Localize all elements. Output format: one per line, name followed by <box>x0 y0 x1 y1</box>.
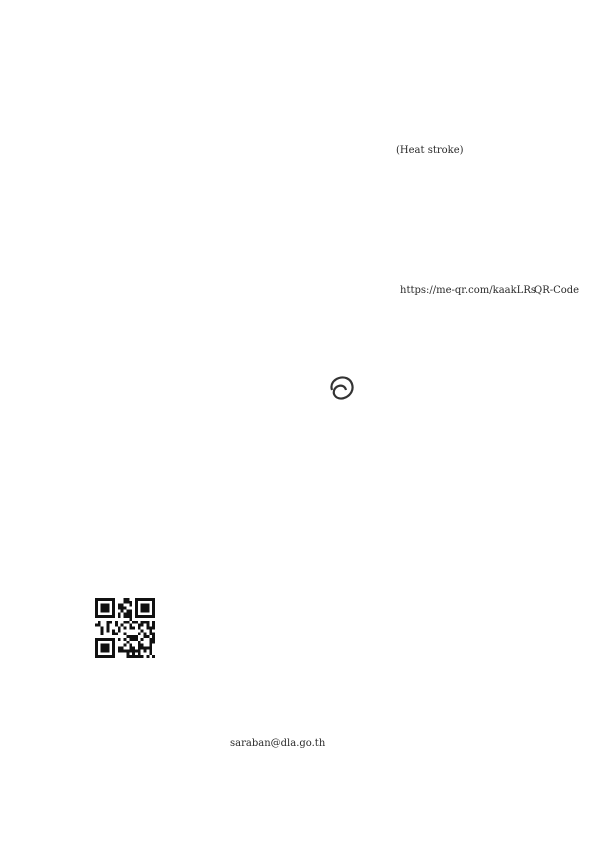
body-line: (Heat stroke) <box>396 145 464 156</box>
signature-mark <box>318 366 368 408</box>
footer-email: saraban@dla.go.th <box>230 738 326 749</box>
url-text: https://me-qr.com/kaakLRs <box>400 285 536 296</box>
qr-code-label: QR-Code <box>534 285 580 296</box>
qr-code <box>95 598 155 658</box>
